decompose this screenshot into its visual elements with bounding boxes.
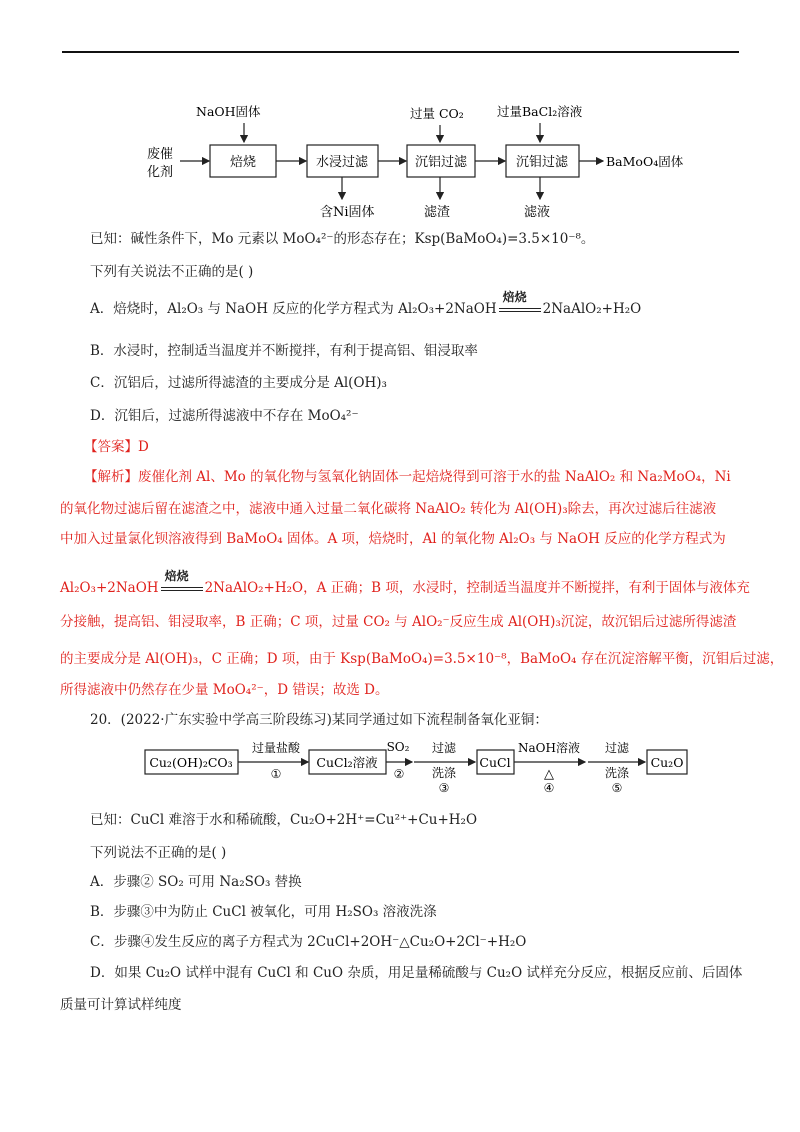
co2-label: 过量 CO₂ <box>410 106 464 121</box>
step1-bottom: ① <box>270 767 282 781</box>
box-al-label: 沉铝过滤 <box>414 155 468 170</box>
box-mo-label: 沉钼过滤 <box>515 155 569 170</box>
box-leach-label: 水浸过滤 <box>315 155 369 170</box>
box-cucl-label: CuCl <box>479 755 511 770</box>
box-roast-label: 焙烧 <box>229 155 257 170</box>
q19-analysis-eq-cond: 焙烧 <box>159 579 205 597</box>
q19-analysis-6: 所得滤液中仍然存在少量 MoO₄²⁻，D 错误；故选 D。 <box>60 682 389 698</box>
step4-bottom: ④ <box>543 781 555 795</box>
q20-option-d-2: 质量可计算试样纯度 <box>60 997 182 1013</box>
raw-label-1: 废催 <box>147 147 174 162</box>
step3-mid: 洗涤 <box>431 766 457 780</box>
q19-option-a-cond: 焙烧 <box>497 300 543 318</box>
q19-option-d: D．沉钼后，过滤所得滤液中不存在 MoO₄²⁻ <box>90 408 359 424</box>
q20-option-c: C．步骤④发生反应的离子方程式为 2CuCl+2OH⁻△Cu₂O+2Cl⁻+H₂O <box>90 934 527 950</box>
q20-option-a: A．步骤② SO₂ 可用 Na₂SO₃ 替换 <box>90 874 302 890</box>
out-residue: 滤渣 <box>424 205 451 220</box>
q20-stem: 20．(2022·广东实验中学高三阶段练习)某同学通过如下流程制备氧化亚铜： <box>90 712 548 728</box>
raw-label-2: 化剂 <box>147 165 174 180</box>
q19-analysis-1: 【解析】废催化剂 Al、Mo 的氧化物与氢氧化钠固体一起焙烧得到可溶于水的盐 NaAlO₂ 和 Na₂MoO₄，Ni <box>84 469 731 485</box>
step2-top: SO₂ <box>386 740 410 754</box>
q19-analysis-eq-head: Al₂O₃+2NaOH <box>60 580 159 596</box>
step3-bottom: ③ <box>438 781 450 795</box>
q20-option-b: B．步骤③中为防止 CuCl 被氧化，可用 H₂SO₃ 溶液洗涤 <box>90 904 437 920</box>
output-bamoo4: BaMoO₄固体 <box>606 154 684 169</box>
step4-mid: △ <box>544 767 554 782</box>
step3-top: 过滤 <box>431 741 457 755</box>
q19-stem: 下列有关说法不正确的是( ) <box>90 264 254 280</box>
q19-analysis-5: 的主要成分是 Al(OH)₃，C 正确；D 项，由于 Ksp(BaMoO₄)=3.5×10⁻⁸，BaMoO₄ 存在沉淀溶解平衡，沉钼后过滤， <box>60 651 784 667</box>
flow-diagram-1 <box>0 0 800 230</box>
q19-analysis-3: 中加入过量氯化钡溶液得到 BaMoO₄ 固体。A 项，焙烧时，Al 的氧化物 Al₂O₃ 与 NaOH 反应的化学方程式为 <box>60 531 726 547</box>
q19-option-c: C．沉铝后，过滤所得滤渣的主要成分是 Al(OH)₃ <box>90 375 387 391</box>
naoh-label: NaOH固体 <box>196 104 261 119</box>
q19-known: 已知：碱性条件下，Mo 元素以 MoO₄²⁻的形态存在；Ksp(BaMoO₄)=3.5×10⁻⁸。 <box>90 231 595 247</box>
step5-bottom: ⑤ <box>611 781 623 795</box>
q19-option-a-tail: 2NaAlO₂+H₂O <box>542 301 642 317</box>
out-filtrate: 滤液 <box>524 205 551 220</box>
box-cu2o-label: Cu₂O <box>650 755 684 770</box>
step4-top: NaOH溶液 <box>518 741 580 755</box>
q19-analysis-eq <box>60 569 750 597</box>
flow-diagram-2 <box>0 738 800 808</box>
q19-option-a <box>90 290 642 318</box>
step5-mid: 洗涤 <box>604 766 630 780</box>
q19-answer: 【答案】D <box>84 439 149 455</box>
out-ni: 含Ni固体 <box>320 205 375 220</box>
bacl2-label: 过量BaCl₂溶液 <box>497 104 583 119</box>
step2-bottom: ② <box>393 767 405 781</box>
box-cucl2-label: CuCl₂溶液 <box>316 755 378 770</box>
q19-analysis-2: 的氧化物过滤后留在滤渣之中，滤液中通入过量二氧化碳将 NaAlO₂ 转化为 Al(OH)₃除去，再次过滤后往滤液 <box>60 501 717 517</box>
q19-analysis-4: 分接触，提高铝、钼浸取率，B 正确；C 项，过量 CO₂ 与 AlO₂⁻反应生成 Al(OH)₃沉淀，故沉铝后过滤所得滤渣 <box>60 614 737 630</box>
q19-option-a-text: A．焙烧时，Al₂O₃ 与 NaOH 反应的化学方程式为 Al₂O₃+2NaOH <box>90 301 497 317</box>
q19-analysis-eq-tail: 2NaAlO₂+H₂O，A 正确；B 项，水浸时，控制适当温度并不断搅拌，有利于固体与液体充 <box>204 580 750 596</box>
step5-top: 过滤 <box>604 741 630 755</box>
q20-known: 已知：CuCl 难溶于水和稀硫酸，Cu₂O+2H⁺=Cu²⁺+Cu+H₂O <box>90 812 478 828</box>
q20-question: 下列说法不正确的是( ) <box>90 845 227 861</box>
box-cu2oh2co3-label: Cu₂(OH)₂CO₃ <box>149 755 233 770</box>
q20-option-d-1: D．如果 Cu₂O 试样中混有 CuCl 和 CuO 杂质，用足量稀硫酸与 Cu₂O 试样充分反应，根据反应前、后固体 <box>90 965 743 981</box>
q19-option-b: B．水浸时，控制适当温度并不断搅拌，有利于提高铝、钼浸取率 <box>90 343 478 359</box>
step1-top: 过量盐酸 <box>251 741 301 755</box>
